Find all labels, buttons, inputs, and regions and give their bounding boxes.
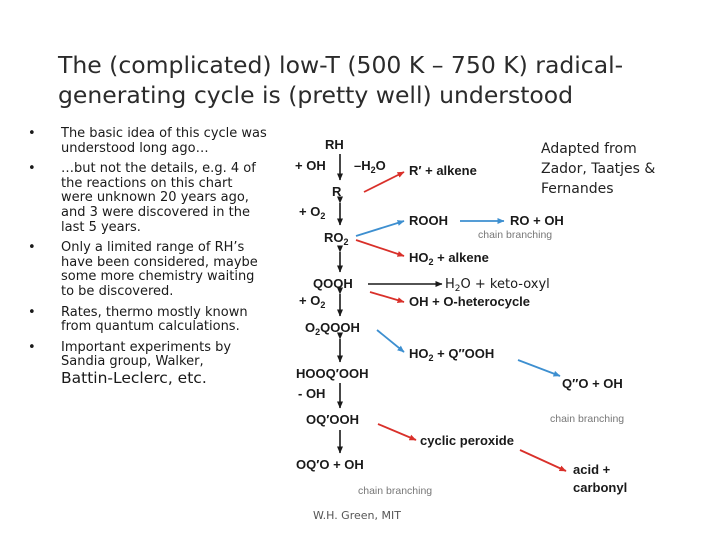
product-r-alkene: R′ + alkene — [409, 163, 477, 178]
species-ro2: $RO_2$ — [324, 230, 349, 247]
credit-line: Fernandes — [541, 181, 614, 197]
credit-line: Zador, Taatjes & — [541, 161, 656, 177]
bullet-marker: • — [28, 240, 36, 256]
bullet-text: Important experiments by Sandia group, Walker, — [61, 339, 232, 370]
chain-branching-label: chain branching — [358, 485, 433, 497]
footer-credit: W.H. Green, MIT — [313, 509, 401, 522]
title-line-1: The (complicated) low-T (500 K – 750 K) radical- — [58, 51, 624, 79]
loss-h2o: $-H_2O$ — [354, 158, 386, 175]
species-hooqooh: HOOQ′OOH — [296, 366, 369, 381]
arrow-r-to-alkene — [364, 172, 404, 192]
product-acid: acid + — [573, 462, 611, 477]
product-carbonyl: carbonyl — [573, 480, 628, 495]
credit-line: Adapted from — [541, 141, 637, 157]
chain-branching-label: chain branching — [550, 413, 625, 425]
arrow-ro2-to-ho2 — [356, 240, 404, 256]
product-ro-oh: RO + OH — [510, 213, 564, 228]
bullet-marker: • — [28, 339, 36, 355]
species-o2qooh: $O_2QOOH$ — [305, 320, 360, 337]
product-cyclic-peroxide: cyclic peroxide — [420, 433, 514, 448]
arrow-qooh-to-qo — [518, 360, 560, 376]
bullet-marker: • — [28, 161, 36, 177]
title-line-2: generating cycle is (pretty well) understood — [58, 81, 574, 109]
bullet-text: …but not the details, e.g. 4 of the reactions on this chart were unknown 20 years ago, and 3 were discovered in the last 5 years. — [61, 161, 256, 235]
loss-oh: - OH — [298, 386, 326, 401]
product-oh-heterocycle: OH + O-heterocycle — [409, 294, 531, 309]
chain-branching-label: chain branching — [478, 229, 553, 241]
species-oqooh: OQ′OOH — [306, 412, 359, 427]
species-qooh: QOOH — [313, 276, 353, 291]
bullet-text-tail: Battin-Leclerc, etc. — [61, 368, 207, 387]
arrow-oqooh-to-peroxide — [378, 424, 416, 440]
arrow-qooh-to-heterocycle — [370, 292, 404, 302]
bullet-text: Only a limited range of RH’s have been considered, maybe some more chemistry waiting to be discovered. — [61, 240, 258, 299]
species-oqo-oh: OQ′O + OH — [296, 457, 364, 472]
product-q-o-oh: Q″O + OH — [562, 376, 623, 391]
arrow-peroxide-to-acid — [520, 450, 566, 471]
bullet-marker: • — [28, 304, 36, 320]
product-h2o-keto-oxyl: $H_2O$ + keto-oxyl — [445, 277, 550, 294]
arrow-ro2-to-rooh — [356, 221, 404, 236]
bullet-text: The basic idea of this cycle was understood long ago… — [61, 126, 267, 156]
arrow-o2qooh-to-ho2 — [377, 330, 404, 352]
bullet-text: Rates, thermo mostly known from quantum calculations. — [61, 304, 248, 335]
reagent-oh: + OH — [295, 158, 326, 173]
bullet-marker: • — [28, 126, 36, 141]
reagent-o2-second: + $O_2$ — [299, 293, 326, 310]
product-ho2-q-ooh: $HO_2 + Q''OOH$ — [409, 346, 495, 363]
product-ho2-alkene: $HO_2$ + alkene — [409, 250, 489, 267]
species-r: R — [332, 184, 342, 199]
reagent-o2-first: + $O_2$ — [299, 204, 326, 221]
species-rooh: ROOH — [409, 213, 448, 228]
species-rh: RH — [325, 137, 344, 152]
